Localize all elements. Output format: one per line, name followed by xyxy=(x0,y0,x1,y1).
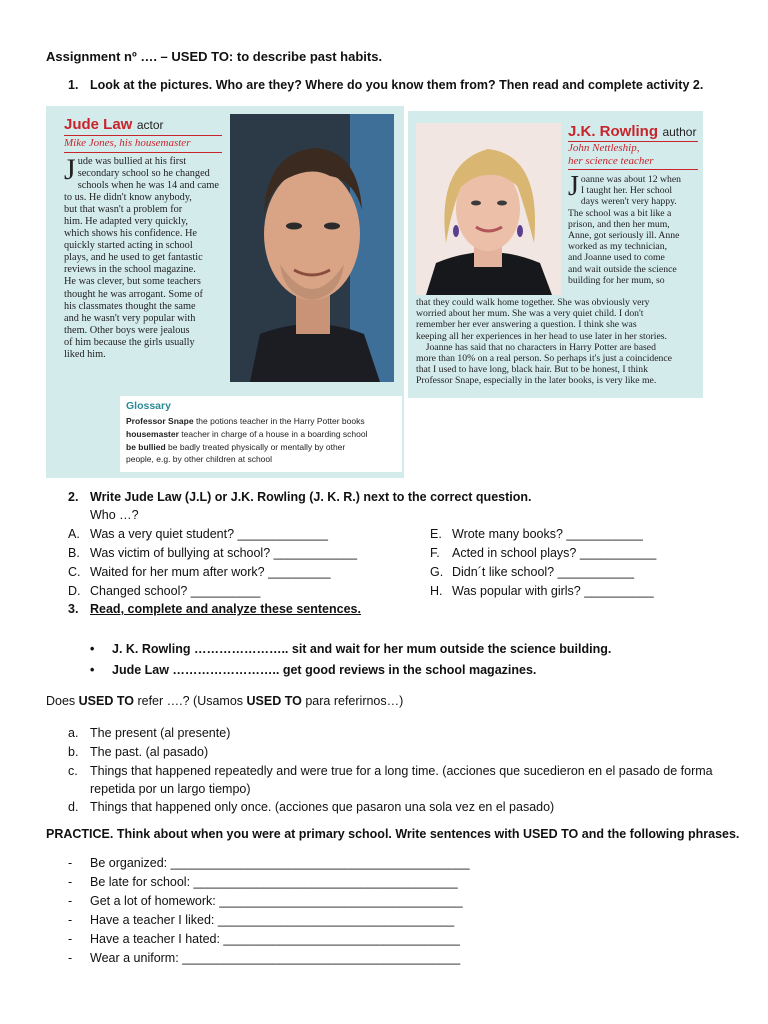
bullet-icon: • xyxy=(90,663,95,677)
option-b xyxy=(68,546,358,560)
text-line: days weren't very happy. xyxy=(580,196,677,208)
option-text[interactable]: Waited for her mum after work? _________ xyxy=(90,565,331,579)
glossary-definition: be badly treated physically or mentally by other xyxy=(168,442,346,452)
practice-instructions: PRACTICE. Think about when you were at primary school. Write sentences with USED TO and the following phrases. xyxy=(46,827,740,841)
divider xyxy=(64,135,222,136)
practice-phrase[interactable]: Have a teacher I hated: __________________________________ xyxy=(90,932,460,946)
option-label: D. xyxy=(68,584,81,598)
does-mid: refer ….? (Usamos xyxy=(134,694,247,708)
glossary-term: Professor Snape xyxy=(126,416,194,426)
choice-text[interactable]: Things that happened only once. (acciones que pasaron una sola vez en el pasado) xyxy=(90,800,555,814)
option-label: A. xyxy=(68,527,80,541)
dash-icon: - xyxy=(68,932,73,946)
jk-rowling-role: author xyxy=(662,125,697,139)
option-text[interactable]: Was a very quiet student? _____________ xyxy=(90,527,328,541)
text-line: ude was bullied at his first xyxy=(77,156,187,167)
jude-law-text-lines xyxy=(64,153,226,361)
choice-label: d. xyxy=(68,800,79,814)
text-line: building for her mum, so xyxy=(568,274,665,286)
text-line: keeping all her experiences in her head to use later in her stories. xyxy=(416,330,667,342)
choice-text[interactable]: Things that happened repeatedly and were true for a long time. (acciones que sucedieron en el pasado de forma repetida por un largo tiempo) xyxy=(90,764,713,796)
jk-rowling-text-lines xyxy=(568,171,696,286)
option-label: E. xyxy=(430,527,442,541)
text-line: He was clever, but some teachers xyxy=(64,276,201,288)
jk-rowling-photo xyxy=(416,123,561,295)
jk-rowling-text-continued xyxy=(416,297,700,387)
option-text[interactable]: Changed school? __________ xyxy=(90,584,261,598)
option-label: C. xyxy=(68,565,81,579)
jude-law-role: actor xyxy=(136,118,164,132)
jude-law-source: Mike Jones, his housemaster xyxy=(64,137,191,149)
jk-rowling-source-role: her science teacher xyxy=(568,155,654,167)
practice-phrase[interactable]: Get a lot of homework: ___________________________________ xyxy=(90,894,463,908)
bullet-text[interactable]: J. K. Rowling ………………….. sit and wait for her mum outside the science building. xyxy=(112,642,612,656)
option-h xyxy=(430,584,654,598)
drop-cap: J xyxy=(64,153,76,186)
text-line: to us. He didn't know anybody, xyxy=(64,192,192,204)
who-prompt: Who …? xyxy=(90,508,139,522)
option-f xyxy=(430,546,657,560)
jk-rowling-heading xyxy=(568,123,696,141)
bullet-text[interactable]: Jude Law …………………….. get good reviews in the school magazines. xyxy=(112,663,537,677)
glossary-item xyxy=(126,442,398,453)
glossary-term: housemaster xyxy=(126,429,179,439)
dash-icon: - xyxy=(68,913,73,927)
dash-icon: - xyxy=(68,875,73,889)
question-3-number: 3. xyxy=(68,602,79,616)
used-to-term: USED TO xyxy=(246,694,302,708)
text-line: plays, and he used to get fantastic xyxy=(64,252,203,264)
text-line: thought he was arrogant. Some of xyxy=(64,288,203,300)
choice-label: b. xyxy=(68,745,79,759)
text-line: him. He adapted very quickly, xyxy=(64,216,188,228)
text-line: quickly started acting in school xyxy=(64,240,193,252)
practice-item xyxy=(68,894,463,908)
jk-rowling-panel xyxy=(408,111,703,398)
glossary-item xyxy=(126,416,398,427)
text-line: and he wasn't very popular with xyxy=(64,312,196,324)
practice-phrase[interactable]: Have a teacher I liked: __________________________________ xyxy=(90,913,455,927)
practice-phrase[interactable]: Be late for school: ______________________________________ xyxy=(90,875,458,889)
assignment-title: Assignment nº …. – USED TO: to describe past habits. xyxy=(46,49,383,64)
text-line: that they could walk home together. She was obviously very xyxy=(416,297,650,308)
text-line: his classmates thought the same xyxy=(64,300,196,312)
question-1-text: Look at the pictures. Who are they? Where do you know them from? Then read and complete activity 2. xyxy=(90,78,704,92)
practice-phrase[interactable]: Be organized: ___________________________________________ xyxy=(90,856,470,870)
jk-rowling-name: J.K. Rowling xyxy=(568,123,658,140)
glossary-box xyxy=(120,396,402,472)
text-line: prison, and then her mum, xyxy=(568,218,670,230)
text-line: and wait outside the science xyxy=(568,263,677,275)
dash-icon: - xyxy=(68,951,73,965)
does-pre: Does xyxy=(46,694,79,708)
text-line: but that wasn't a problem for xyxy=(64,204,183,216)
jk-rowling-source: John Nettleship, xyxy=(568,142,640,154)
text-line: I taught her. Her school xyxy=(580,185,673,197)
text-line: liked him. xyxy=(64,348,106,360)
jude-law-name: Jude Law xyxy=(64,116,133,133)
question-2 xyxy=(68,490,532,504)
text-line: worried about her mum. She was a very quiet child. I don't xyxy=(416,308,644,320)
question-2-number: 2. xyxy=(68,490,79,504)
option-text[interactable]: Was victim of bullying at school? ____________ xyxy=(90,546,358,560)
divider xyxy=(568,169,698,170)
does-post: para referirnos…) xyxy=(301,694,404,708)
text-line: and Joanne used to come xyxy=(568,252,665,264)
jude-law-text xyxy=(64,153,226,361)
text-line: remember her ever answering a question. I think she was xyxy=(416,319,637,331)
practice-item xyxy=(68,951,461,965)
practice-item xyxy=(68,875,458,889)
glossary-definition: teacher in charge of a house in a boarding school xyxy=(181,429,368,439)
text-line: Anne, got seriously ill. Anne xyxy=(568,230,680,242)
option-d xyxy=(68,584,261,598)
option-g xyxy=(430,565,635,579)
option-c xyxy=(68,565,331,579)
option-text[interactable]: Acted in school plays? ___________ xyxy=(452,546,657,560)
used-to-question xyxy=(46,694,403,708)
text-line: which shows his confidence. He xyxy=(64,228,197,240)
bullet-icon: • xyxy=(90,642,95,656)
choice-label: c. xyxy=(68,764,78,778)
divider xyxy=(64,152,222,153)
option-text[interactable]: Wrote many books? ___________ xyxy=(452,527,643,541)
option-label: B. xyxy=(68,546,80,560)
practice-item xyxy=(68,856,470,870)
option-label: F. xyxy=(430,546,440,560)
choice-label: a. xyxy=(68,726,79,740)
choice-text[interactable]: The past. (al pasado) xyxy=(90,745,209,759)
jk-rowling-portrait-icon xyxy=(416,123,561,295)
choice-text[interactable]: The present (al presente) xyxy=(90,726,231,740)
text-line: Professor Snape, especially in the later books, is very like me. xyxy=(416,375,657,387)
question-2-text: Write Jude Law (J.L) or J.K. Rowling (J. K. R.) next to the correct question. xyxy=(90,490,532,504)
drop-cap: J xyxy=(568,171,579,202)
option-e xyxy=(430,527,643,541)
jude-law-photo xyxy=(230,114,394,382)
used-to-term: USED TO xyxy=(78,694,134,708)
option-text[interactable]: Was popular with girls? __________ xyxy=(452,584,654,598)
option-a xyxy=(68,527,328,541)
question-1-number: 1. xyxy=(68,78,79,92)
dash-icon: - xyxy=(68,894,73,908)
text-line: reviews in the school magazine. xyxy=(64,264,196,276)
glossary-definition: the potions teacher in the Harry Potter books xyxy=(195,416,365,426)
jk-rowling-text xyxy=(568,171,696,286)
text-line: more than 10% on a real person. So perhaps it's just a coincidence xyxy=(416,353,672,365)
glossary-item xyxy=(126,429,398,440)
jude-law-portrait-icon xyxy=(230,114,394,382)
jude-law-heading xyxy=(64,116,164,134)
practice-item xyxy=(68,913,455,927)
text-line: worked as my technician, xyxy=(568,241,667,253)
question-1 xyxy=(68,78,704,92)
text-line: of him because the girls usually xyxy=(64,336,195,348)
text-line: secondary school so he changed xyxy=(77,168,210,180)
text-line: schools when he was 14 and came xyxy=(77,180,219,192)
text-line: them. Other boys were jealous xyxy=(64,324,190,336)
text-line: oanne was about 12 when xyxy=(580,174,681,185)
practice-item xyxy=(68,932,460,946)
practice-phrase[interactable]: Wear a uniform: ________________________________________ xyxy=(90,951,461,965)
dash-icon: - xyxy=(68,856,73,870)
jude-law-panel xyxy=(46,106,404,478)
text-line: The school was a bit like a xyxy=(568,207,672,219)
text-line: Joanne has said that no characters in Harry Potter are based xyxy=(416,341,656,353)
question-3-text: Read, complete and analyze these sentences. xyxy=(90,602,361,616)
glossary-definition: people, e.g. by other children at school xyxy=(126,454,273,464)
option-text[interactable]: Didn´t like school? ___________ xyxy=(452,565,635,579)
option-label: G. xyxy=(430,565,444,579)
option-label: H. xyxy=(430,584,443,598)
text-line: that I used to have long, black hair. But to be honest, I think xyxy=(416,364,648,376)
glossary-item xyxy=(126,454,398,465)
glossary-term: be bullied xyxy=(126,442,166,452)
glossary-heading: Glossary xyxy=(126,400,171,412)
